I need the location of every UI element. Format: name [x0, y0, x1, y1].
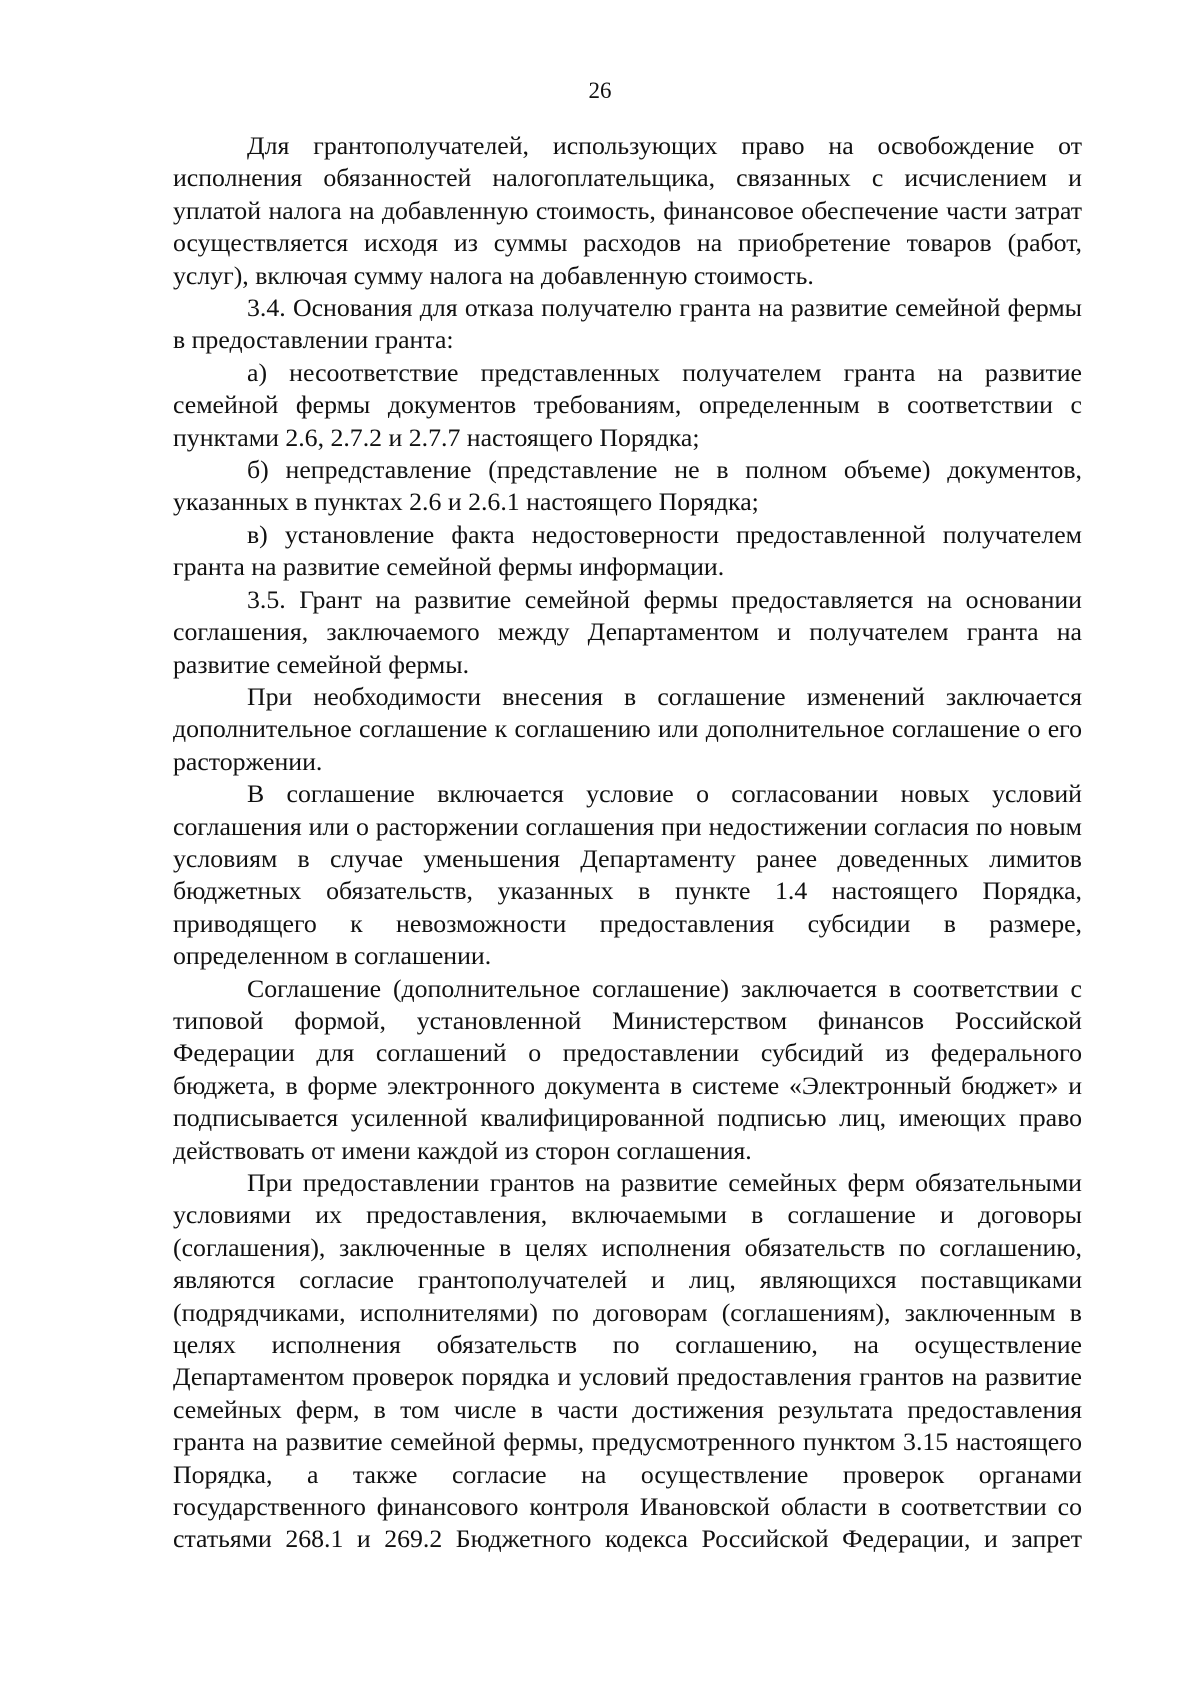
- paragraph-vat-grant-recipients: Для грантополучателей, использующих право на освобождение от исполнения обязанностей налогоплательщика, связанных с исчислением и уплатой налога на добавленную стоимость, финансовое обеспечение части затрат осуществляется исходя из суммы расходов на приобретение товаров (работ, услуг), включая сумму налога на добавленную стоимость.: [173, 131, 1082, 290]
- paragraph-standard-form: Соглашение (дополнительное соглашение) заключается в соответствии с типовой формой, установленной Министерством финансов Российской Федерации для соглашений о предоставлении субсидий из федерального бюджета, в форме электронного документа в системе «Электронный бюджет» и подписывается усиленной квалифицированной подписью лиц, имеющих право действовать от имени каждой из сторон соглашения.: [173, 973, 1082, 1165]
- paragraph-3-5-agreement: 3.5. Грант на развитие семейной фермы предоставляется на основании соглашения, заключаемого между Департаментом и получателем гранта на развитие семейной фермы.: [173, 584, 1082, 679]
- paragraph-mandatory-conditions: При предоставлении грантов на развитие семейных ферм обязательными условиями их предоставления, включаемыми в соглашение и договоры (соглашения), заключенные в целях исполнения обязательств по соглашению, являются согласие грантополучателей и лиц, являющихся поставщиками (подрядчиками, исполнителями) по договорам (соглашениям), заключенным в целях исполнения обязательств по соглашению, на осуществление Департаментом проверок порядка и условий предоставления грантов на развитие семейных ферм, в том числе в части достижения результата предоставления гранта на развитие семейной фермы, предусмотренного пунктом 3.15 настоящего Порядка, а также согласие на осуществление проверок органами государственного финансового контроля Ивановской области в соответствии со статьями 268.1 и 269.2 Бюджетного кодекса Российской Федерации, и запрет: [173, 1168, 1082, 1554]
- paragraph-new-conditions: В соглашение включается условие о согласовании новых условий соглашения или о расторжении соглашения при недостижении согласия по новым условиям в случае уменьшения Департаменту ранее доведенных лимитов бюджетных обязательств, указанных в пункте 1.4 настоящего Порядка, приводящего к невозможности предоставления субсидии в размере, определенном в соглашении.: [173, 779, 1082, 971]
- paragraph-additional-agreement: При необходимости внесения в соглашение изменений заключается дополнительное соглашение к соглашению или дополнительное соглашение о его расторжении.: [173, 681, 1082, 776]
- document-body: [173, 130, 1082, 1556]
- page-number: 26: [588, 78, 612, 103]
- paragraph-refusal-item-b: б) непредставление (представление не в полном объеме) документов, указанных в пунктах 2.6 и 2.6.1 настоящего Порядка;: [173, 455, 1082, 517]
- paragraph-3-4-refusal-grounds: 3.4. Основания для отказа получателю гранта на развитие семейной фермы в предоставлении гранта:: [173, 293, 1082, 355]
- paragraph-refusal-item-v: в) установление факта недостоверности предоставленной получателем гранта на развитие семейной фермы информации.: [173, 519, 1082, 582]
- paragraph-refusal-item-a: а) несоответствие представленных получателем гранта на развитие семейной фермы документов требованиям, определенным в соответствии с пунктами 2.6, 2.7.2 и 2.7.7 настоящего Порядка;: [173, 357, 1082, 452]
